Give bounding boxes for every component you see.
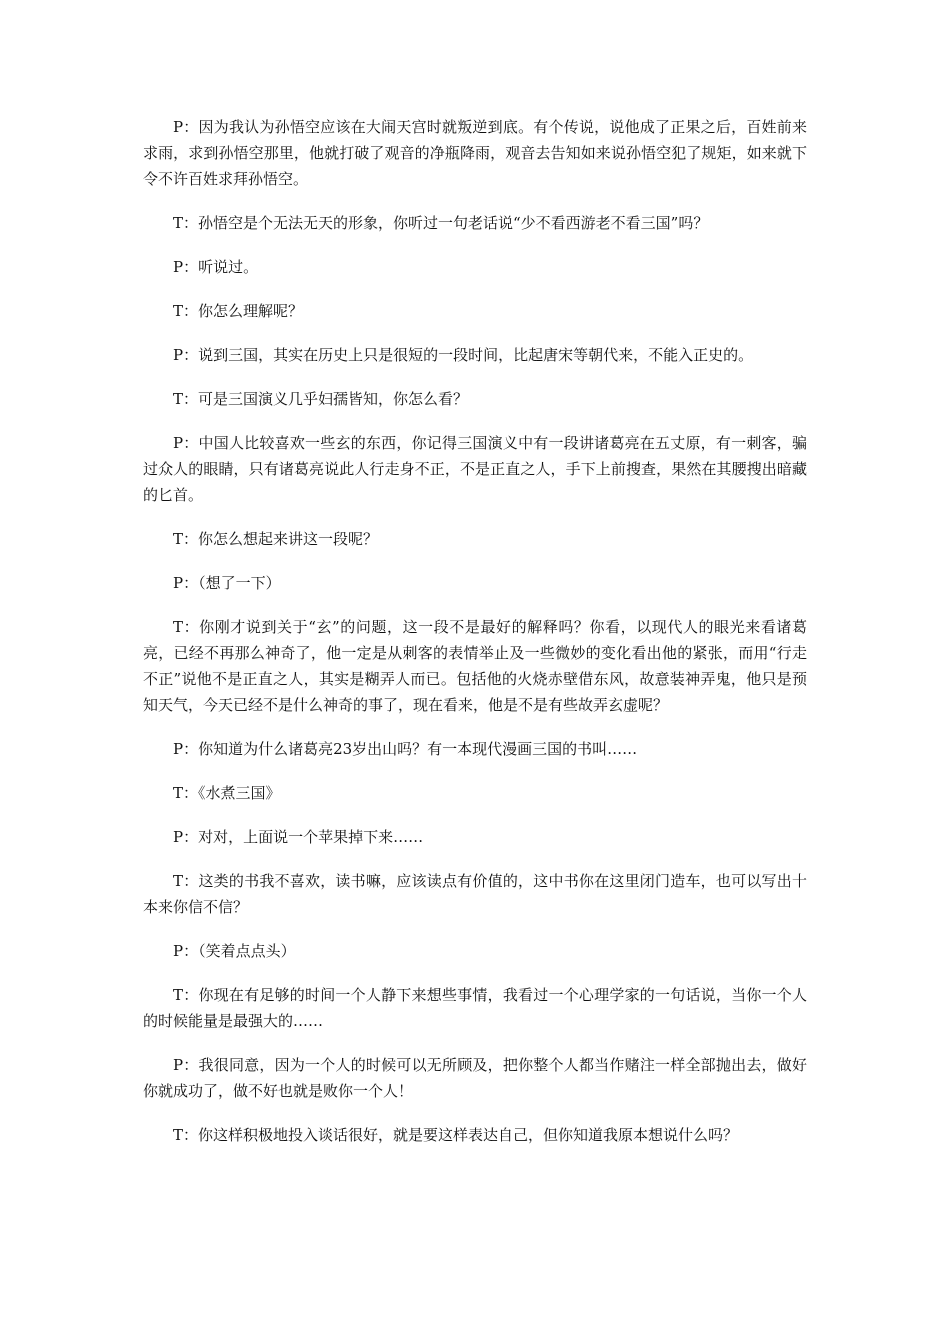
document-page bbox=[143, 114, 807, 1166]
dialogue-paragraph-9: P：（想了一下） bbox=[173, 574, 281, 592]
dialogue-paragraph-4: T：你怎么理解呢？ bbox=[173, 302, 304, 320]
dialogue-paragraph-11: P：你知道为什么诸葛亮23岁出山吗？有一本现代漫画三国的书叫…… bbox=[173, 740, 638, 758]
dialogue-paragraph-1: P：因为我认为孙悟空应该在大闹天宫时就叛逆到底。有个传说，说他成了正果之后，百姓前来求雨，求到孙悟空那里，他就打破了观音的净瓶降雨，观音去告知如来说孙悟空犯了规矩，如来就下令不许百姓求拜孙悟空。 bbox=[143, 118, 807, 188]
dialogue-paragraph-15: P：（笑着点点头） bbox=[173, 942, 296, 960]
dialogue-paragraph-10: T：你刚才说到关于“玄”的问题，这一段不是最好的解释吗？你看，以现代人的眼光来看诸葛亮，已经不再那么神奇了，他一定是从刺客的表情举止及一些微妙的变化看出他的紧张，而用“行走不正”说他不是正直之人，其实是糊弄人而已。包括他的火烧赤壁借东风，故意装神弄鬼，他只是预知天气，今天已经不是什么神奇的事了，现在看来，他是不是有些故弄玄虚呢？ bbox=[143, 618, 807, 714]
dialogue-paragraph-16: T：你现在有足够的时间一个人静下来想些事情，我看过一个心理学家的一句话说，当你一个人的时候能量是最强大的…… bbox=[143, 986, 807, 1030]
dialogue-paragraph-3: P：听说过。 bbox=[173, 258, 259, 276]
dialogue-paragraph-18: T：你这样积极地投入谈话很好，就是要这样表达自己，但你知道我原本想说什么吗？ bbox=[173, 1126, 739, 1144]
dialogue-paragraph-12: T：《水煮三国》 bbox=[173, 784, 281, 802]
dialogue-paragraph-14: T：这类的书我不喜欢，读书嘛，应该读点有价值的，这中书你在这里闭门造车，也可以写出十本来你信不信？ bbox=[143, 872, 807, 916]
dialogue-paragraph-7: P：中国人比较喜欢一些玄的东西，你记得三国演义中有一段讲诸葛亮在五丈原，有一刺客，骗过众人的眼睛，只有诸葛亮说此人行走身不正，不是正直之人，手下上前搜查，果然在其腰搜出暗藏的匕首。 bbox=[143, 434, 807, 504]
dialogue-paragraph-17: P：我很同意，因为一个人的时候可以无所顾及，把你整个人都当作赌注一样全部抛出去，做好你就成功了，做不好也就是败你一个人！ bbox=[143, 1056, 807, 1100]
dialogue-paragraph-8: T：你怎么想起来讲这一段呢？ bbox=[173, 530, 379, 548]
dialogue-paragraph-13: P：对对，上面说一个苹果掉下来…… bbox=[173, 828, 424, 846]
dialogue-paragraph-6: T：可是三国演义几乎妇孺皆知，你怎么看？ bbox=[173, 390, 469, 408]
dialogue-paragraph-5: P：说到三国，其实在历史上只是很短的一段时间，比起唐宋等朝代来，不能入正史的。 bbox=[173, 346, 754, 364]
dialogue-paragraph-2: T：孙悟空是个无法无天的形象，你听过一句老话说“少不看西游老不看三国”吗？ bbox=[173, 214, 709, 232]
